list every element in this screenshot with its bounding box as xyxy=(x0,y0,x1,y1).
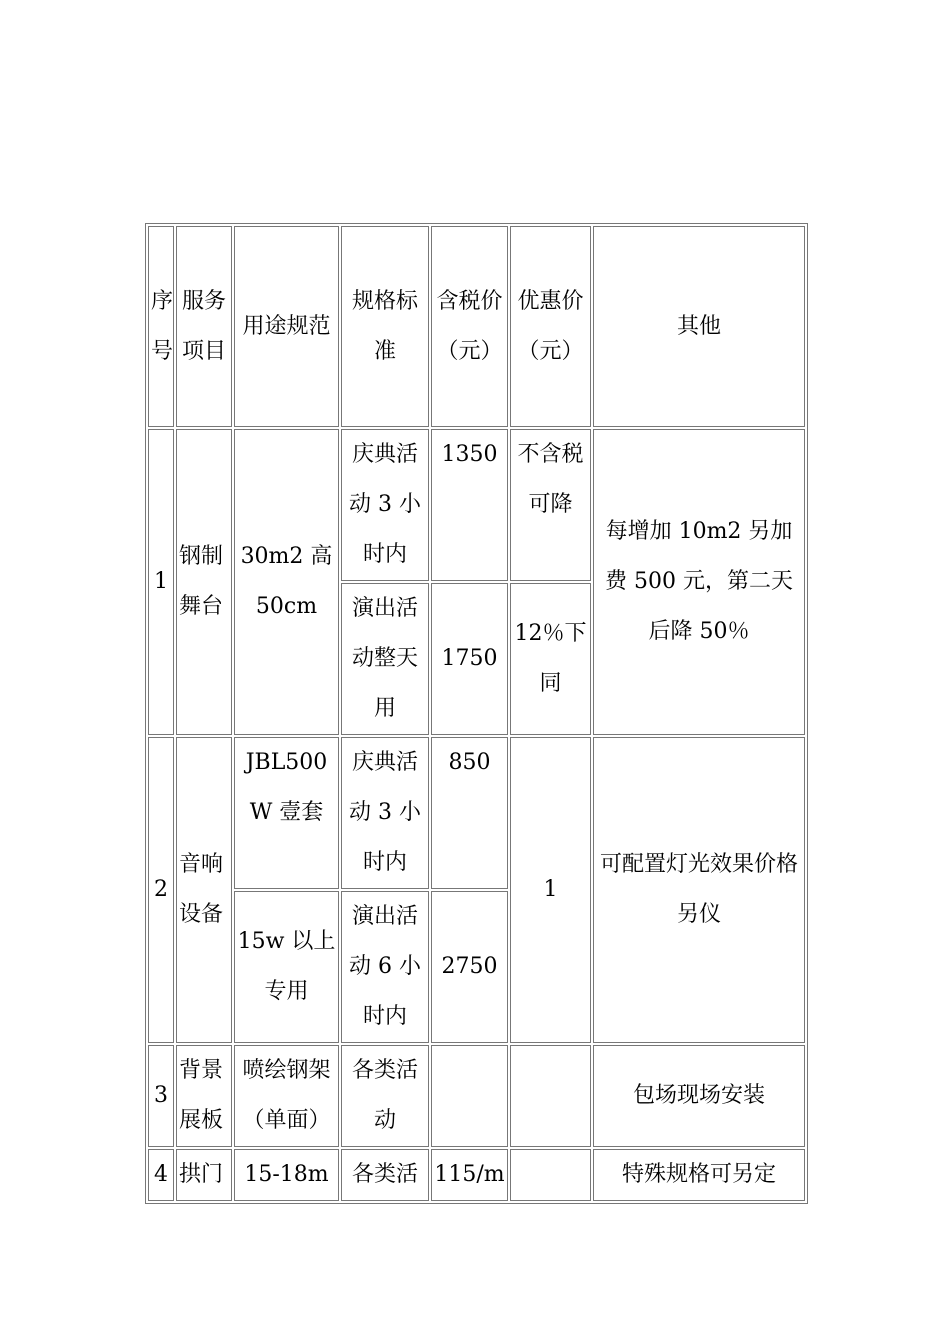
row-spec: 庆典活动 3 小时内 xyxy=(341,429,429,581)
header-other: 其他 xyxy=(593,226,805,427)
row-spec: 各类活 xyxy=(341,1149,429,1201)
table-row xyxy=(148,1045,805,1147)
row-price: 2750 xyxy=(431,891,508,1043)
row-usage: JBL500W 壹套 xyxy=(234,737,339,889)
row-spec: 各类活动 xyxy=(341,1045,429,1147)
table-row xyxy=(148,429,805,581)
row-other: 特殊规格可另定 xyxy=(593,1149,805,1201)
row-usage: 30m2 高 50cm xyxy=(234,429,339,735)
row-service: 音响设备 xyxy=(176,737,232,1043)
row-discount: 1 xyxy=(510,737,591,1043)
table-row xyxy=(148,1149,805,1201)
header-service: 服务项目 xyxy=(176,226,232,427)
row-spec: 庆典活动 3 小时内 xyxy=(341,737,429,889)
row-price xyxy=(431,1045,508,1147)
header-usage: 用途规范 xyxy=(234,226,339,427)
row-discount: 不含税可降 xyxy=(510,429,591,581)
row-price: 1350 xyxy=(431,429,508,581)
row-usage: 喷绘钢架（单面） xyxy=(234,1045,339,1147)
row-usage: 15-18m xyxy=(234,1149,339,1201)
header-index: 序号 xyxy=(148,226,174,427)
row-service: 拱门 xyxy=(176,1149,232,1201)
row-spec: 演出活动整天用 xyxy=(341,583,429,735)
header-spec: 规格标准 xyxy=(341,226,429,427)
row-price: 850 xyxy=(431,737,508,889)
row-price: 115/m xyxy=(431,1149,508,1201)
row-discount: 12％下同 xyxy=(510,583,591,735)
row-index: 1 xyxy=(148,429,174,735)
row-other: 可配置灯光效果价格另仪 xyxy=(593,737,805,1043)
row-price: 1750 xyxy=(431,583,508,735)
header-price-tax: 含税价（元） xyxy=(431,226,508,427)
row-discount xyxy=(510,1149,591,1201)
header-discount: 优惠价（元） xyxy=(510,226,591,427)
row-service: 背景展板 xyxy=(176,1045,232,1147)
table-row xyxy=(148,737,805,889)
row-spec: 演出活动 6 小时内 xyxy=(341,891,429,1043)
header-row xyxy=(148,226,805,427)
row-service: 钢制舞台 xyxy=(176,429,232,735)
price-table xyxy=(145,223,808,1204)
row-other: 包场现场安装 xyxy=(593,1045,805,1147)
row-index: 2 xyxy=(148,737,174,1043)
row-discount xyxy=(510,1045,591,1147)
row-usage: 15w 以上专用 xyxy=(234,891,339,1043)
row-index: 3 xyxy=(148,1045,174,1147)
row-other: 每增加 10m2 另加费 500 元，第二天后降 50％ xyxy=(593,429,805,735)
row-index: 4 xyxy=(148,1149,174,1201)
